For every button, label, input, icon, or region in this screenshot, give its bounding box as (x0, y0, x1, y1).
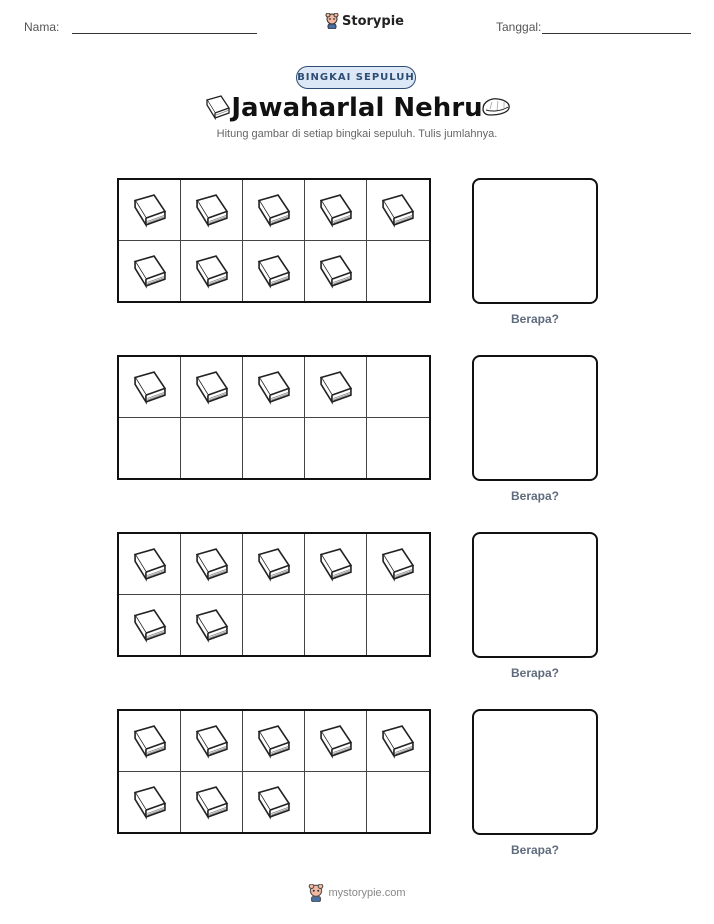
book-icon (131, 546, 169, 582)
book-icon (255, 546, 293, 582)
answer-prompt: Berapa? (510, 489, 560, 503)
frame-cell (243, 357, 305, 418)
answer-box[interactable] (472, 355, 598, 481)
answer-box[interactable] (472, 532, 598, 658)
footer-site: mystorypie.com (328, 887, 406, 899)
frame-cell (181, 418, 243, 479)
frame-cell (119, 711, 181, 772)
book-icon (193, 253, 231, 289)
frame-cell (305, 534, 367, 595)
book-icon (131, 607, 169, 643)
instructions: Hitung gambar di setiap bingkai sepuluh. Tulis jumlahnya. (216, 128, 498, 140)
book-icon (131, 723, 169, 759)
book-icon (255, 253, 293, 289)
name-label: Nama: (24, 20, 60, 34)
book-icon (379, 546, 417, 582)
frame-cell (305, 241, 367, 302)
book-icon (193, 784, 231, 820)
ten-frame (117, 709, 431, 834)
frame-cell (305, 772, 367, 833)
answer-box[interactable] (472, 178, 598, 304)
frame-cell (243, 711, 305, 772)
frame-cell (305, 418, 367, 479)
book-icon (131, 192, 169, 228)
frame-cell (181, 595, 243, 656)
storypie-mascot-icon (325, 13, 339, 29)
book-icon (255, 192, 293, 228)
name-line[interactable] (72, 33, 257, 34)
answer-prompt: Berapa? (510, 312, 560, 326)
book-icon (131, 369, 169, 405)
frame-cell (119, 241, 181, 302)
frame-cell (367, 357, 429, 418)
book-icon (317, 192, 355, 228)
frame-cell (243, 241, 305, 302)
date-label: Tanggal: (496, 20, 542, 34)
frame-cell (119, 534, 181, 595)
book-icon (255, 369, 293, 405)
frame-cell (119, 180, 181, 241)
book-icon (255, 784, 293, 820)
brand-logo (325, 13, 404, 29)
answer-box[interactable] (472, 709, 598, 835)
frame-cell (181, 180, 243, 241)
book-icon (131, 253, 169, 289)
book-icon (255, 723, 293, 759)
book-icon (317, 369, 355, 405)
frame-cell (367, 711, 429, 772)
book-icon (193, 723, 231, 759)
frame-cell (367, 595, 429, 656)
frame-cell (181, 241, 243, 302)
ten-frame (117, 532, 431, 657)
storypie-mascot-icon (308, 884, 324, 902)
date-line[interactable] (542, 33, 691, 34)
book-icon (131, 784, 169, 820)
frame-cell (119, 357, 181, 418)
frame-cell (243, 534, 305, 595)
book-icon (379, 723, 417, 759)
brand-name: Storypie (342, 13, 404, 29)
book-icon (317, 253, 355, 289)
frame-cell (367, 418, 429, 479)
ten-frame (117, 178, 431, 303)
frame-cell (181, 772, 243, 833)
book-icon (379, 192, 417, 228)
frame-cell (305, 357, 367, 418)
answer-prompt: Berapa? (510, 666, 560, 680)
book-icon (193, 369, 231, 405)
frame-cell (243, 180, 305, 241)
book-icon (317, 546, 355, 582)
book-icon (317, 723, 355, 759)
frame-cell (119, 595, 181, 656)
book-icon (193, 546, 231, 582)
book-icon (193, 607, 231, 643)
frame-cell (181, 534, 243, 595)
frame-cell (367, 241, 429, 302)
frame-cell (367, 534, 429, 595)
frame-cell (305, 711, 367, 772)
ten-frame (117, 355, 431, 480)
frame-cell (367, 772, 429, 833)
topic-badge: BINGKAI SEPULUH (296, 66, 416, 89)
cap-icon (480, 96, 512, 118)
frame-cell (181, 357, 243, 418)
frame-cell (119, 772, 181, 833)
frame-cell (181, 711, 243, 772)
frame-cell (243, 772, 305, 833)
frame-cell (367, 180, 429, 241)
frame-cell (305, 180, 367, 241)
frame-cell (243, 595, 305, 656)
frame-cell (119, 418, 181, 479)
frame-cell (243, 418, 305, 479)
footer (0, 884, 714, 902)
frame-cell (305, 595, 367, 656)
answer-prompt: Berapa? (510, 843, 560, 857)
page-title: Jawaharlal Nehru (231, 93, 483, 123)
book-icon (193, 192, 231, 228)
